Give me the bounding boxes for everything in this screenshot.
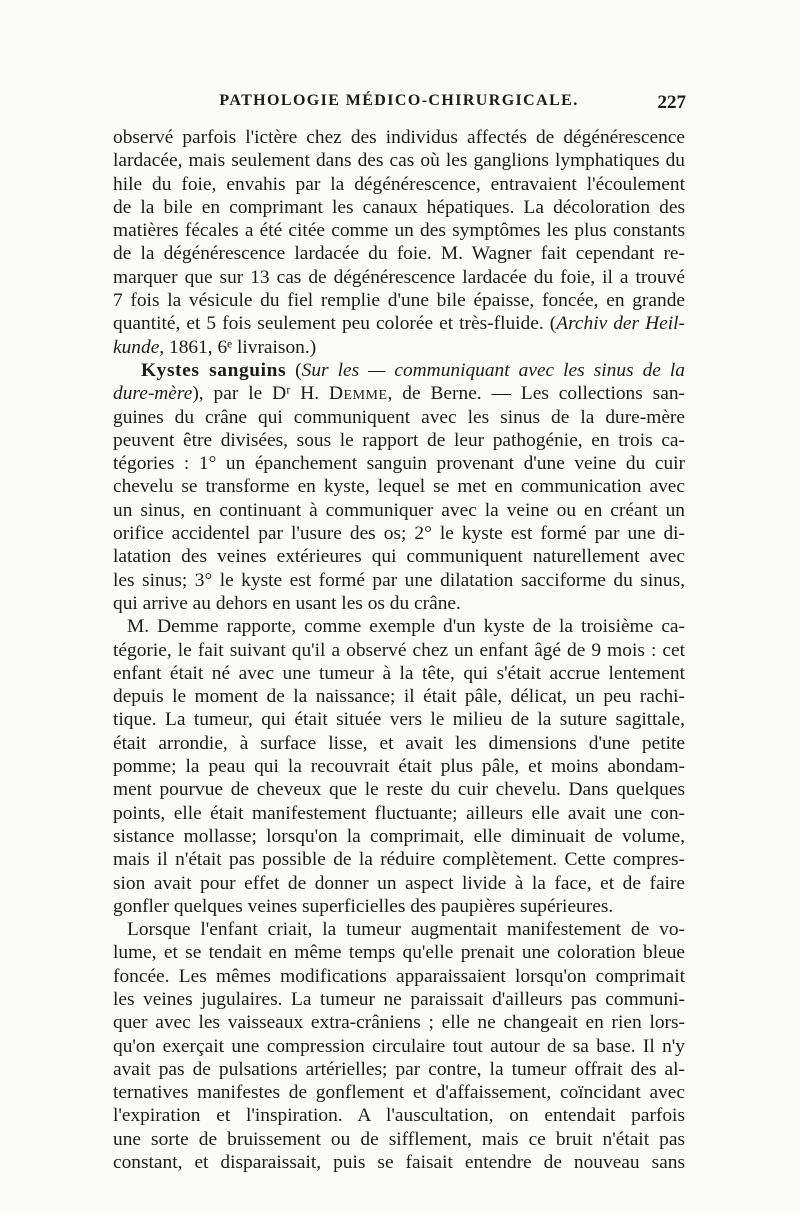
page-header [112,92,686,116]
text-line: lume, et se tendait en même temps qu'elle prenait une coloration bleue [113,942,685,964]
text-line: quer avec les vaisseaux extra-crâniens ; elle ne changeait en rien lors- [113,1012,685,1034]
citation-journal-cont: kunde, [113,336,165,358]
text-line: hile du foie, envahis par la dégénérescence, entravaient l'écoulement [113,173,685,195]
text-line [113,312,685,335]
text-line: ment pourvue de cheveux que le reste du cuir chevelu. Dans quelques [113,779,685,801]
text-line: les sinus; 3° le kyste est formé par une dilatation sacciforme du sinus, [113,569,685,591]
text-line [113,336,685,359]
section-subtitle: Sur les — communiquant avec les sinus de la [301,359,685,381]
paragraph-symptoms [113,918,685,1174]
text-line: depuis le moment de la naissance; il était pâle, délicat, un peu rachi- [113,686,685,708]
text-line: latation des veines extérieures qui communiquent naturellement avec [113,546,685,568]
text-line: de la dégénérescence lardacée du foie. M. Wagner fait cependant re- [113,243,685,265]
text-line: observé parfois l'ictère chez des individus affectés de dégénérescence [113,127,685,148]
section-heading: Kystes sanguins [141,359,287,381]
citation-journal: Archiv der Heil- [556,313,685,335]
text-run: 1861, 6ᵉ livraison.) [164,336,317,358]
text-line: tique. La tumeur, qui était située vers le milieu de la suture sagittale, [113,709,685,731]
text-run: ), par le Dʳ H. [192,383,330,405]
body-text [113,126,685,1174]
page-number: 227 [657,92,686,113]
paragraph-case-report [113,615,685,918]
text-line: gonfler quelques veines superficielles des paupières supérieures. [113,895,614,917]
text-run: ( [286,359,302,381]
text-line: sion avait pour effet de donner un aspect livide à la face, et de faire [113,872,685,894]
text-line: les veines jugulaires. La tumeur ne paraissait d'ailleurs pas communi- [113,988,685,1010]
text-line [113,382,685,405]
text-line [113,359,685,382]
text-line: 7 fois la vésicule du fiel remplie d'une bile épaisse, foncée, en grande [113,290,685,312]
text-run: , de Berne. — Les collections san- [387,383,685,405]
text-line: points, elle était manifestement fluctuante; ailleurs elle avait une con- [113,802,685,824]
text-line: lardacée, mais seulement dans des cas où les ganglions lymphatiques du [113,150,685,172]
text-line: tégories : 1° un épanchement sanguin provenant d'une veine du cuir [113,453,685,475]
text-line: Lorsque l'enfant criait, la tumeur augmentait manifestement de vo- [127,919,685,941]
section-subtitle-cont: dure-mère [113,383,193,405]
text-line: peuvent être divisées, sous le rapport de leur pathogénie, en trois ca- [113,429,685,451]
text-line: qui arrive au dehors en usant les os du crâne. [113,592,461,614]
text-run: quantité, et 5 fois seulement peu colorée et très-fluide. ( [113,313,557,335]
text-line: pomme; la peau qui la recouvrait était plus pâle, et moins abondam- [113,756,685,778]
text-line: de la bile en comprimant les canaux hépatiques. La décoloration des [113,196,685,218]
paragraph-icterus [113,126,685,359]
text-line: orifice accidentel par l'usure des os; 2° le kyste est formé par une di- [113,523,685,545]
text-line: l'expiration et l'inspiration. A l'auscultation, on entendait parfois [113,1105,685,1127]
text-line: tégorie, le fait suivant qu'il a observé chez un enfant âgé de 9 mois : cet [113,639,685,661]
text-line: chevelu se transforme en kyste, lequel se met en communication avec [113,476,685,498]
text-line: marquer que sur 13 cas de dégénérescence lardacée du foie, il a trouvé [113,266,685,288]
text-line: ternatives manifestes de gonflement et d'affaissement, coïncidant avec [113,1082,685,1104]
text-line: matières fécales a été citée comme un des symptômes les plus constants [113,220,685,242]
paragraph-kystes-sanguins [113,359,685,615]
text-line: M. Demme rapporte, comme exemple d'un kyste de la troisième ca- [127,616,685,638]
text-line: sistance mollasse; lorsqu'on la comprimait, elle diminuait de volume, [113,825,685,847]
text-line: un sinus, en continuant à communiquer avec la veine ou en créant un [113,499,685,521]
text-line: enfant était né avec une tumeur à la tête, qui s'était accrue lentement [113,662,685,684]
text-line: mais il n'était pas possible de la réduire complètement. Cette compres- [113,849,685,871]
text-line: était arrondie, à surface lisse, et avait les dimensions d'une petite [113,732,685,754]
text-line: avait pas de pulsations artérielles; par contre, la tumeur offrait des al- [113,1058,685,1080]
text-line: guines du crâne qui communiquent avec les sinus de la dure-mère [113,406,685,428]
author-name: Demme [329,383,388,405]
text-line: qu'on exerçait une compression circulaire tout autour de sa base. Il n'y [113,1035,685,1057]
text-line: constant, et disparaissait, puis se faisait entendre de nouveau sans [113,1152,685,1174]
running-title: PATHOLOGIE MÉDICO-CHIRURGICALE. [219,92,579,109]
text-line: foncée. Les mêmes modifications apparaissaient lorsqu'on comprimait [113,965,685,987]
text-line: une sorte de bruissement ou de sifflement, mais ce bruit n'était pas [113,1128,685,1150]
